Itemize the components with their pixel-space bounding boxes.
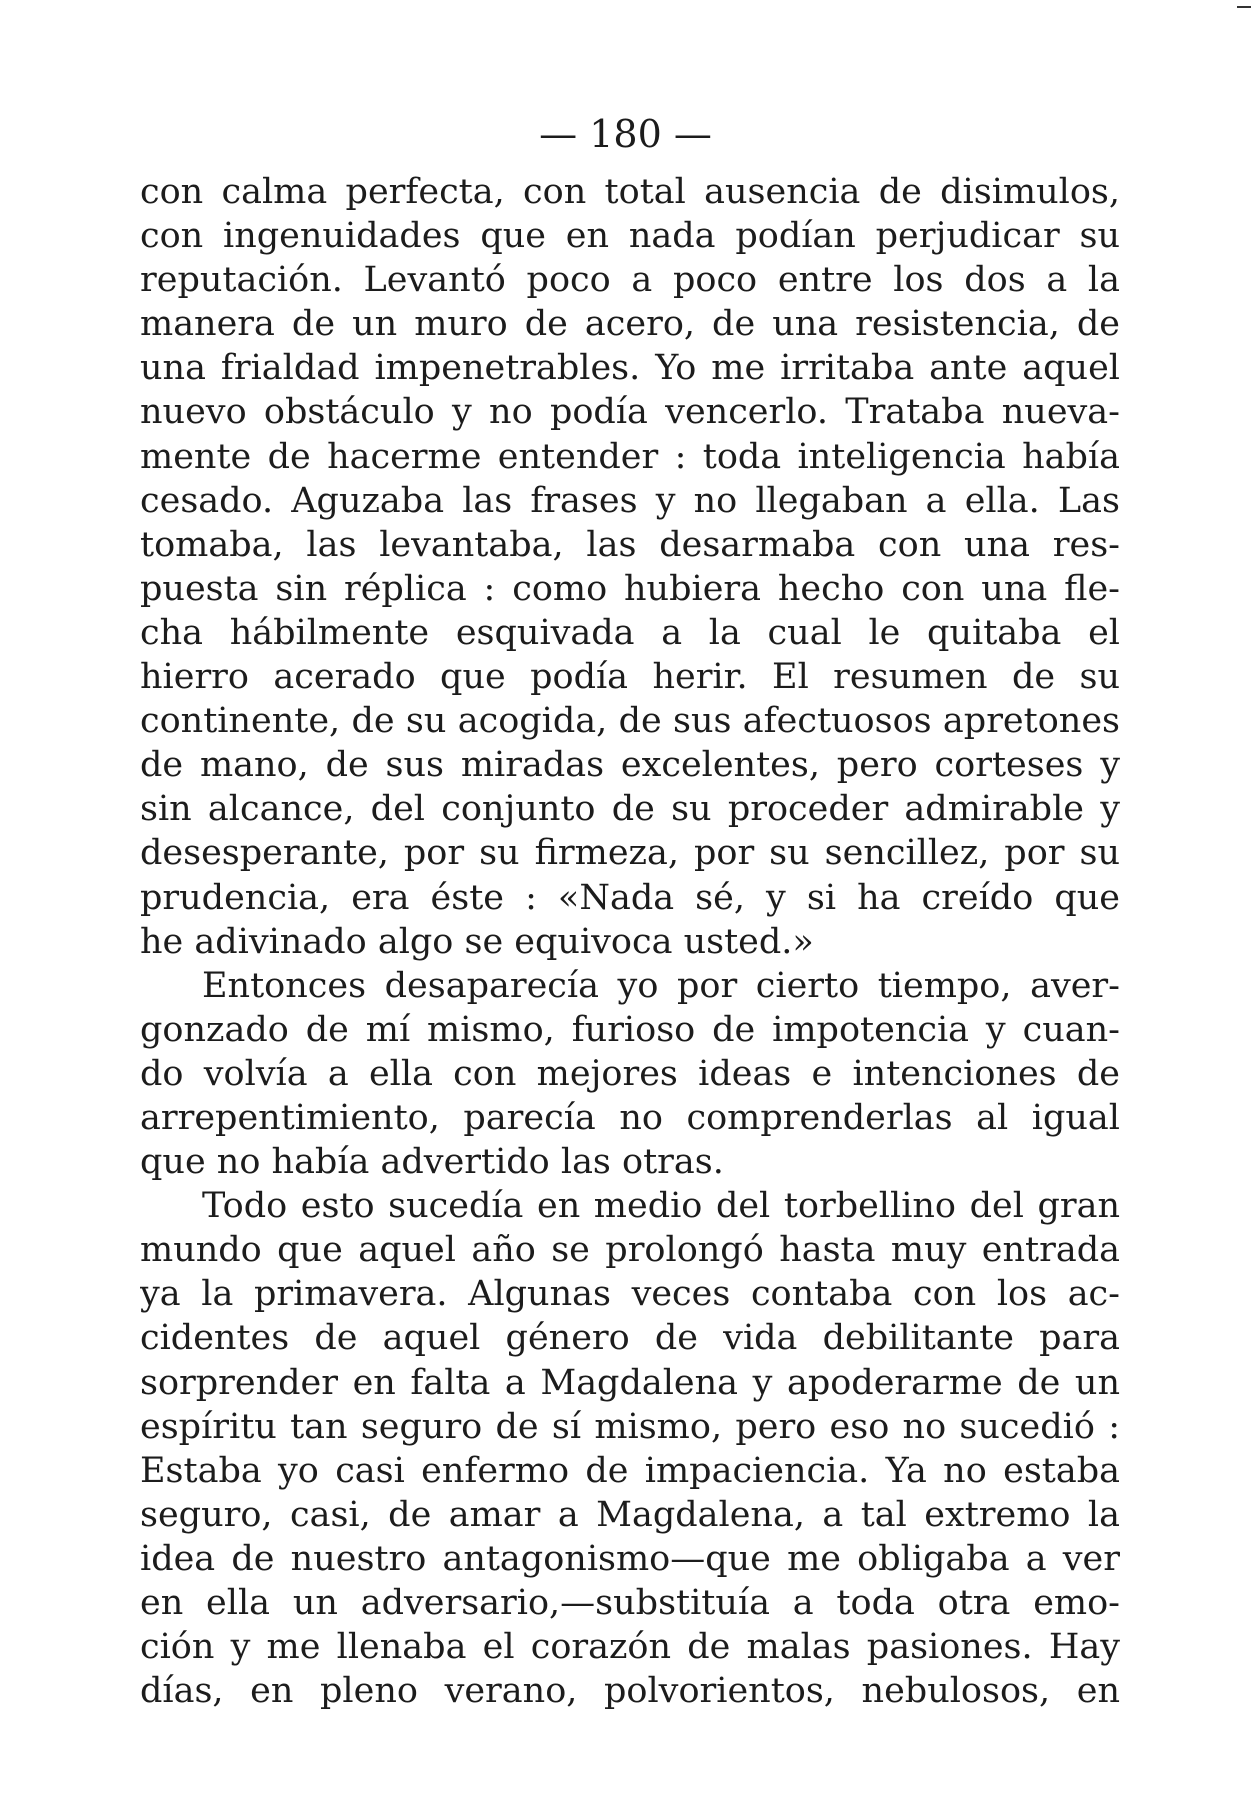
text-line: tomaba, las levantaba, las desarmaba con una res- xyxy=(140,524,1120,565)
scan-edge-mark xyxy=(1237,6,1251,8)
text-line: prudencia, era éste : «Nada sé, y si ha creído que xyxy=(140,877,1120,918)
text-line: con ingenuidades que en nada podían perjudicar su xyxy=(140,216,1120,257)
text-line: puesta sin réplica : como hubiera hecho con una fle- xyxy=(140,568,1120,609)
text-line: Estaba yo casi enfermo de impaciencia. Ya no estaba xyxy=(140,1450,1120,1491)
text-line: cidentes de aquel género de vida debilitante para xyxy=(140,1318,1120,1359)
text-line: reputación. Levantó poco a poco entre los dos a la xyxy=(140,260,1120,301)
body-text xyxy=(140,170,1120,1713)
text-line: mente de hacerme entender : toda inteligencia había xyxy=(140,436,1120,477)
text-line: hierro acerado que podía herir. El resumen de su xyxy=(140,657,1120,698)
text-line: continente, de su acogida, de sus afectuosos apretones xyxy=(140,701,1120,742)
text-line: cesado. Aguzaba las frases y no llegaban a ella. Las xyxy=(140,480,1120,521)
text-line: que no había advertido las otras. xyxy=(140,1142,724,1183)
text-line: días, en pleno verano, polvorientos, nebulosos, en xyxy=(140,1671,1120,1712)
text-line: sorprender en falta a Magdalena y apoderarme de un xyxy=(140,1362,1120,1403)
text-line: nuevo obstáculo y no podía vencerlo. Trataba nueva- xyxy=(140,392,1120,433)
text-line: cha hábilmente esquivada a la cual le quitaba el xyxy=(140,612,1120,653)
text-line: espíritu tan seguro de sí mismo, pero eso no sucedió : xyxy=(140,1406,1120,1447)
text-line: mundo que aquel año se prolongó hasta muy entrada xyxy=(140,1230,1120,1271)
text-line: sin alcance, del conjunto de su proceder admirable y xyxy=(140,789,1120,830)
text-line: gonzado de mí mismo, furioso de impotencia y cuan- xyxy=(140,1009,1120,1050)
text-line: ción y me llenaba el corazón de malas pasiones. Hay xyxy=(140,1627,1120,1668)
text-line: seguro, casi, de amar a Magdalena, a tal extremo la xyxy=(140,1494,1120,1535)
text-line: con calma perfecta, con total ausencia de disimulos, xyxy=(140,172,1120,212)
page-number: — 180 — xyxy=(539,112,712,156)
text-line: do volvía a ella con mejores ideas e intenciones de xyxy=(140,1053,1120,1094)
paragraph-start-line: Entonces desaparecía yo por cierto tiempo, aver- xyxy=(202,965,1120,1006)
text-line: una frialdad impenetrables. Yo me irritaba ante aquel xyxy=(140,348,1120,389)
text-line: he adivinado algo se equivoca usted.» xyxy=(140,921,814,962)
text-line: de mano, de sus miradas excelentes, pero corteses y xyxy=(140,745,1120,786)
text-line: en ella un adversario,—substituía a toda otra emo- xyxy=(140,1583,1120,1623)
paragraph-start-line: Todo esto sucedía en medio del torbellino del gran xyxy=(202,1186,1120,1227)
text-line: arrepentimiento, parecía no comprenderlas al igual xyxy=(140,1097,1120,1138)
text-line: desesperante, por su firmeza, por su sencillez, por su xyxy=(140,833,1120,874)
text-line: ya la primavera. Algunas veces contaba con los ac- xyxy=(140,1274,1120,1315)
text-line: manera de un muro de acero, de una resistencia, de xyxy=(140,304,1120,345)
text-line: idea de nuestro antagonismo—que me obligaba a ver xyxy=(140,1538,1120,1579)
